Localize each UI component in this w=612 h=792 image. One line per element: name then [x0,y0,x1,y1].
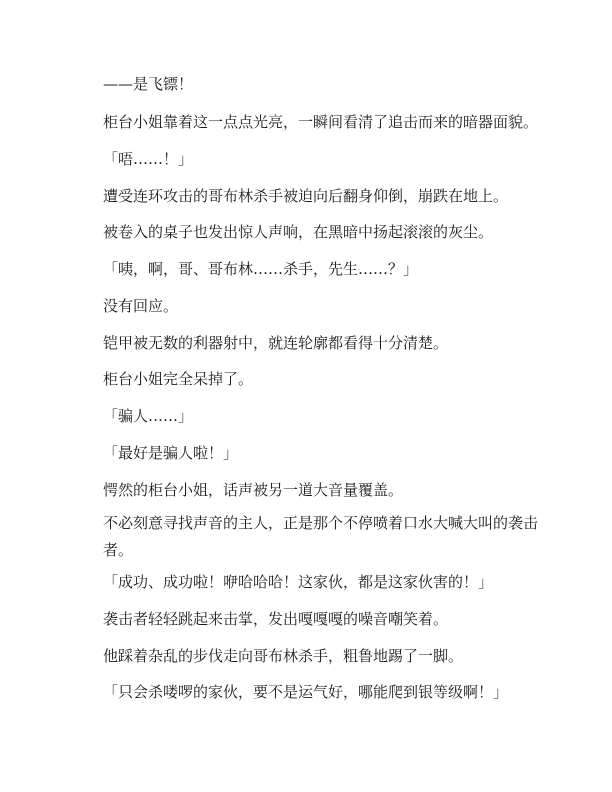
paragraph: 「骗人……」 [103,407,194,425]
paragraph: 愕然的柜台小姐，话声被另一道大音量覆盖。 [103,481,404,499]
paragraph: 他踩着杂乱的步伐走向哥布林杀手，粗鲁地踢了一脚。 [103,647,464,665]
paragraph: 柜台小姐完全呆掉了。 [103,370,254,388]
paragraph: 遭受连环攻击的哥布林杀手被迫向后翻身仰倒，崩跌在地上。 [103,187,509,205]
paragraph: 袭击者轻轻跳起来击掌，发出嘎嘎嘎的噪音嘲笑着。 [103,610,449,628]
paragraph: 被卷入的桌子也发出惊人声响，在黑暗中扬起滚滚的灰尘。 [103,223,494,241]
paragraph: ——是飞镖！ [103,75,194,93]
paragraph: 「最好是骗人啦！」 [103,444,239,462]
paragraph: 柜台小姐靠着这一点点光亮，一瞬间看清了追击而来的暗器面貌。 [103,113,539,131]
paragraph: 「咦，啊，哥、哥布林……杀手，先生……？」 [103,260,419,278]
paragraph: 「成功、成功啦！咿哈哈哈！这家伙，都是这家伙害的！」 [103,573,494,591]
paragraph: 铠甲被无数的利器射中，就连轮廓都看得十分清楚。 [103,334,449,352]
paragraph: 不必刻意寻找声音的主人，正是那个不停喷着口水大喊大叫的袭击者。 [103,514,539,559]
paragraph: 「唔……！」 [103,150,194,168]
paragraph: 「只会杀喽啰的家伙，要不是运气好，哪能爬到银等级啊！」 [103,683,509,701]
paragraph: 没有回应。 [103,297,179,315]
